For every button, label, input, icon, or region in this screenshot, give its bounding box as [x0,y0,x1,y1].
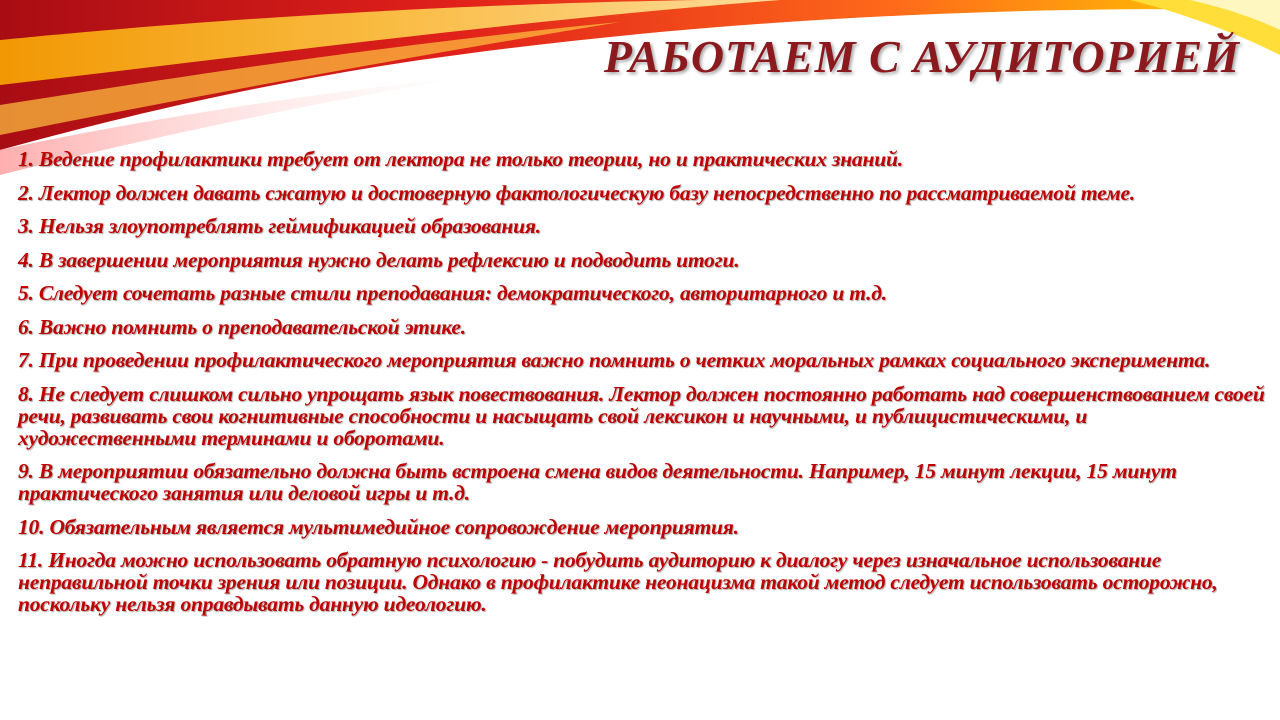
list-item: 9. В мероприятии обязательно должна быть встроена смена видов деятельности. Например, 15 минут лекции, 15 минут практического занятия или деловой игры и т.д. [18,459,1177,505]
list-item: 11. Иногда можно использовать обратную психологию - побудить аудиторию к диалогу через изначальное использование неправильной точки зрения или позиции. Однако в профилактике неонацизма такой метод следует использовать осторожно, поскольку нельзя оправдывать данную идеологию. [18,548,1218,616]
recommendations-list [18,148,1270,627]
list-item: 1. Ведение профилактики требует от лектора не только теории, но и практических знаний. [18,147,903,171]
list-item: 8. Не следует слишком сильно упрощать язык повествования. Лектор должен постоянно работать над совершенствованием своей речи, развивать свои когнитивные способности и насыщать свой лексикон и научными, и публицистическими, и художественными терминами и оборотами. [18,381,1265,450]
list-item: 4. В завершении мероприятия нужно делать рефлексию и подводить итоги. [18,247,740,272]
list-item: 3. Нельзя злоупотреблять геймификацией образования. [18,214,541,238]
list-item: 5. Следует сочетать разные стили преподавания: демократического, авторитарного и т.д. [18,281,887,305]
list-item: 10. Обязательным является мультимедийное сопровождение мероприятия. [18,514,739,539]
list-item: 6. Важно помнить о преподавательской этике. [18,314,466,339]
list-item: 2. Лектор должен давать сжатую и достоверную фактологическую базу непосредственно по рассматриваемой теме. [18,180,1136,205]
list-item: 7. При проведении профилактического мероприятия важно помнить о четких моральных рамках социального эксперимента. [18,348,1211,372]
slide-title: РАБОТАЕМ С АУДИТОРИЕЙ [603,31,1240,82]
